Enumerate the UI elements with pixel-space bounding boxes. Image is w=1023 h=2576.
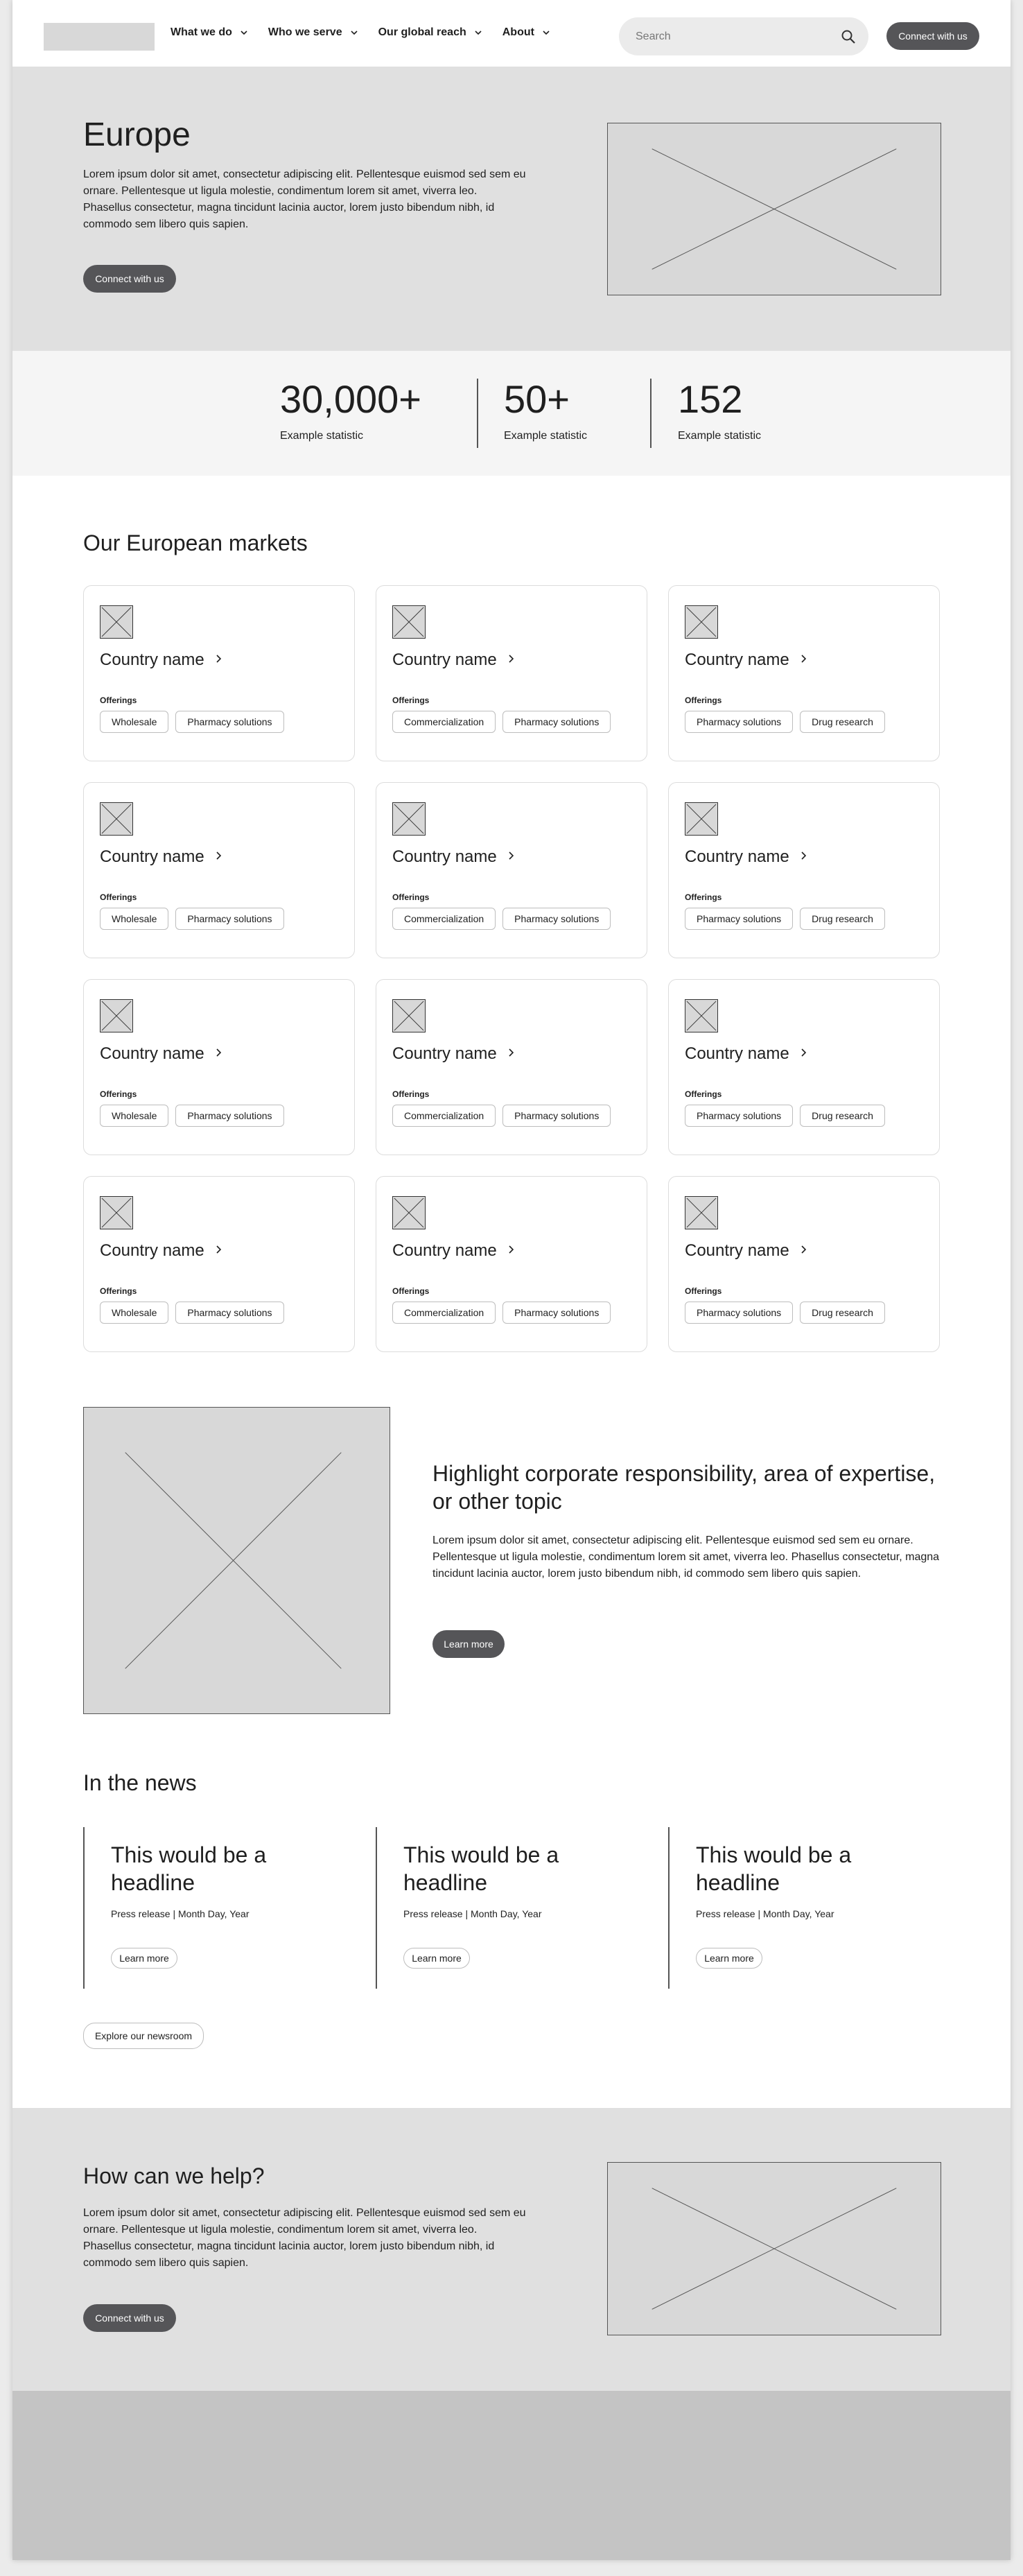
offerings-label: Offerings [685,1286,722,1296]
news-meta: Press release | Month Day, Year [403,1908,542,1919]
hero-image-placeholder [607,123,941,295]
main-nav [170,26,570,39]
offering-tag[interactable]: Wholesale [100,908,168,930]
stat-item [280,377,421,442]
country-name-link[interactable] [100,650,222,670]
country-name-link[interactable] [685,1241,807,1261]
stats-bar [12,351,1011,476]
news-learn-more-button[interactable]: Learn more [111,1948,177,1969]
stat-item [504,377,587,442]
country-name: Country name [100,1241,204,1260]
search-input[interactable] [636,17,837,55]
highlight-learn-more-button[interactable]: Learn more [432,1630,505,1658]
offerings-label: Offerings [100,892,137,902]
offering-tags [685,1302,885,1324]
offering-tag[interactable]: Wholesale [100,711,168,733]
country-flag-placeholder [685,1196,718,1229]
stat-value: 50+ [504,377,570,421]
chevron-right-icon [801,1048,807,1060]
offering-tag[interactable]: Commercialization [392,1302,496,1324]
chevron-down-icon [241,29,247,36]
stat-label: Example statistic [280,430,364,442]
offering-tags [100,1105,284,1127]
offering-tag[interactable]: Drug research [800,908,885,930]
chevron-down-icon [543,29,550,36]
offering-tag[interactable]: Wholesale [100,1105,168,1127]
chevron-right-icon [216,1048,222,1060]
offering-tag[interactable]: Pharmacy solutions [685,1105,793,1127]
market-card[interactable] [83,782,355,958]
offering-tags [685,908,885,930]
stat-divider [650,379,652,448]
offering-tag[interactable]: Pharmacy solutions [175,711,283,733]
offering-tag[interactable]: Pharmacy solutions [502,711,611,733]
nav-what-we-do[interactable] [170,26,247,39]
chevron-down-icon [475,29,482,36]
offerings-label: Offerings [392,1286,430,1296]
country-name: Country name [392,1044,497,1063]
offering-tag[interactable]: Pharmacy solutions [175,1302,283,1324]
offering-tags [685,1105,885,1127]
country-flag-placeholder [685,999,718,1032]
offerings-label: Offerings [100,1286,137,1296]
market-card[interactable] [83,1176,355,1352]
offering-tags [392,1105,611,1127]
market-card[interactable] [376,585,647,761]
offering-tag[interactable]: Pharmacy solutions [175,1105,283,1127]
nav-about[interactable] [502,26,550,39]
country-flag-placeholder [685,605,718,639]
news-learn-more-button[interactable]: Learn more [696,1948,762,1969]
offering-tag[interactable]: Wholesale [100,1302,168,1324]
offerings-label: Offerings [392,1089,430,1099]
stat-label: Example statistic [504,430,588,442]
offerings-label: Offerings [100,695,137,705]
country-flag-placeholder [392,999,426,1032]
nav-our-global-reach[interactable] [378,26,482,39]
help-section [12,2108,1011,2391]
offering-tag[interactable]: Pharmacy solutions [175,908,283,930]
news-item [376,1827,660,1989]
country-name: Country name [685,650,789,669]
offering-tag[interactable]: Drug research [800,711,885,733]
news-meta: Press release | Month Day, Year [696,1908,834,1919]
stat-value: 30,000+ [280,377,421,421]
country-name-link[interactable] [392,1241,515,1261]
offering-tag[interactable]: Commercialization [392,1105,496,1127]
offerings-label: Offerings [685,892,722,902]
offering-tags [392,1302,611,1324]
chevron-right-icon [801,851,807,863]
country-name-link[interactable] [100,847,222,867]
country-name: Country name [100,650,204,669]
offering-tag[interactable]: Drug research [800,1302,885,1324]
country-name: Country name [100,1044,204,1063]
country-flag-placeholder [100,802,133,836]
page-title: Europe [83,116,191,153]
country-name: Country name [100,847,204,866]
help-title: How can we help? [83,2163,265,2188]
country-name-link[interactable] [685,1044,807,1064]
chevron-down-icon [351,29,358,36]
hero-connect-button[interactable]: Connect with us [83,265,176,293]
country-flag-placeholder [392,1196,426,1229]
market-card[interactable] [376,979,647,1155]
hero-section [12,67,1011,351]
chevron-right-icon [216,1245,222,1257]
help-connect-button[interactable]: Connect with us [83,2304,176,2332]
country-name-link[interactable] [392,650,515,670]
country-name: Country name [685,1044,789,1063]
nav-label: Our global reach [378,26,466,38]
logo-placeholder[interactable] [44,23,155,51]
connect-button[interactable]: Connect with us [886,22,979,50]
chevron-right-icon [508,654,515,666]
offerings-label: Offerings [685,1089,722,1099]
country-name-link[interactable] [392,847,515,867]
nav-label: About [502,26,534,38]
offering-tag[interactable]: Pharmacy solutions [685,711,793,733]
chevron-right-icon [801,654,807,666]
search-bar [619,17,868,55]
nav-who-we-serve[interactable] [268,26,358,39]
country-name-link[interactable] [685,650,807,670]
news-title: In the news [83,1770,197,1795]
offerings-label: Offerings [392,695,430,705]
stat-item [678,377,761,442]
offering-tag[interactable]: Pharmacy solutions [502,908,611,930]
country-flag-placeholder [100,1196,133,1229]
offering-tag[interactable]: Pharmacy solutions [502,1105,611,1127]
offering-tag[interactable]: Pharmacy solutions [502,1302,611,1324]
offering-tags [392,711,611,733]
offering-tag[interactable]: Pharmacy solutions [685,1302,793,1324]
news-learn-more-button[interactable]: Learn more [403,1948,470,1969]
offering-tag[interactable]: Commercialization [392,711,496,733]
chevron-right-icon [508,1245,515,1257]
highlight-text: Lorem ipsum dolor sit amet, consectetur adipiscing elit. Pellentesque euismod sed sem eu ornare. Pellentesque ut ligula molestie, condimentum lorem sit amet, viverra leo. Phasellus consectetur, magna tincidunt lacinia auctor, lorem justo bibendum nibh, id commodo sem libero quis sapien. [432,1535,940,1580]
offering-tag[interactable]: Pharmacy solutions [685,908,793,930]
market-card[interactable] [668,979,940,1155]
offerings-label: Offerings [100,1089,137,1099]
highlight-title: Highlight corporate responsibility, area of expertise, or other topic [432,1461,936,1514]
country-flag-placeholder [100,605,133,639]
market-card[interactable] [83,585,355,761]
country-name: Country name [392,650,497,669]
offering-tag[interactable]: Drug research [800,1105,885,1127]
country-flag-placeholder [685,802,718,836]
nav-label: What we do [170,26,232,38]
news-headline: This would be a headline [696,1842,852,1895]
news-headline: This would be a headline [111,1842,267,1895]
chevron-right-icon [216,654,222,666]
site-footer [12,2391,1011,2560]
hero-text: Lorem ipsum dolor sit amet, consectetur adipiscing elit. Pellentesque euismod sed sem eu ornare. Pellentesque ut ligula molestie, condimentum lorem sit amet, viverra leo. Phasellus consectetur, magna tincidunt lacinia auctor, lorem justo bibendum nibh, id commodo sem libero quis sapien. [83,168,526,230]
offering-tags [100,711,284,733]
offering-tag[interactable]: Commercialization [392,908,496,930]
country-flag-placeholder [392,802,426,836]
offerings-label: Offerings [392,892,430,902]
offering-tags [685,711,885,733]
market-card[interactable] [83,979,355,1155]
offering-tags [100,1302,284,1324]
chevron-right-icon [508,851,515,863]
chevron-right-icon [801,1245,807,1257]
markets-title: Our European markets [83,530,308,555]
offerings-label: Offerings [685,695,722,705]
stat-value: 152 [678,377,743,421]
market-card[interactable] [376,782,647,958]
market-card[interactable] [668,782,940,958]
news-item [668,1827,952,1989]
offering-tags [392,908,611,930]
country-name: Country name [685,847,789,866]
country-name-link[interactable] [685,847,807,867]
market-card[interactable] [668,585,940,761]
stat-divider [477,379,478,448]
search-icon[interactable] [841,29,856,44]
news-headline: This would be a headline [403,1842,559,1895]
nav-label: Who we serve [268,26,342,38]
help-image-placeholder [607,2162,941,2335]
country-name-link[interactable] [100,1241,222,1261]
country-name: Country name [392,847,497,866]
country-name-link[interactable] [100,1044,222,1064]
explore-newsroom-button[interactable]: Explore our newsroom [83,2023,204,2049]
highlight-image-placeholder [83,1407,390,1714]
site-header [12,0,1011,67]
market-card[interactable] [668,1176,940,1352]
chevron-right-icon [216,851,222,863]
country-flag-placeholder [392,605,426,639]
page [12,0,1011,2560]
help-text: Lorem ipsum dolor sit amet, consectetur adipiscing elit. Pellentesque euismod sed sem eu ornare. Pellentesque ut ligula molestie, condimentum lorem sit amet, viverra leo. Phasellus consectetur, magna tincidunt lacinia auctor, lorem justo bibendum nibh, id commodo sem libero quis sapien. [83,2207,526,2269]
stat-label: Example statistic [678,430,762,442]
news-item [83,1827,367,1989]
offering-tags [100,908,284,930]
news-meta: Press release | Month Day, Year [111,1908,250,1919]
country-flag-placeholder [100,999,133,1032]
country-name: Country name [392,1241,497,1260]
country-name-link[interactable] [392,1044,515,1064]
country-name: Country name [685,1241,789,1260]
chevron-right-icon [508,1048,515,1060]
market-card[interactable] [376,1176,647,1352]
